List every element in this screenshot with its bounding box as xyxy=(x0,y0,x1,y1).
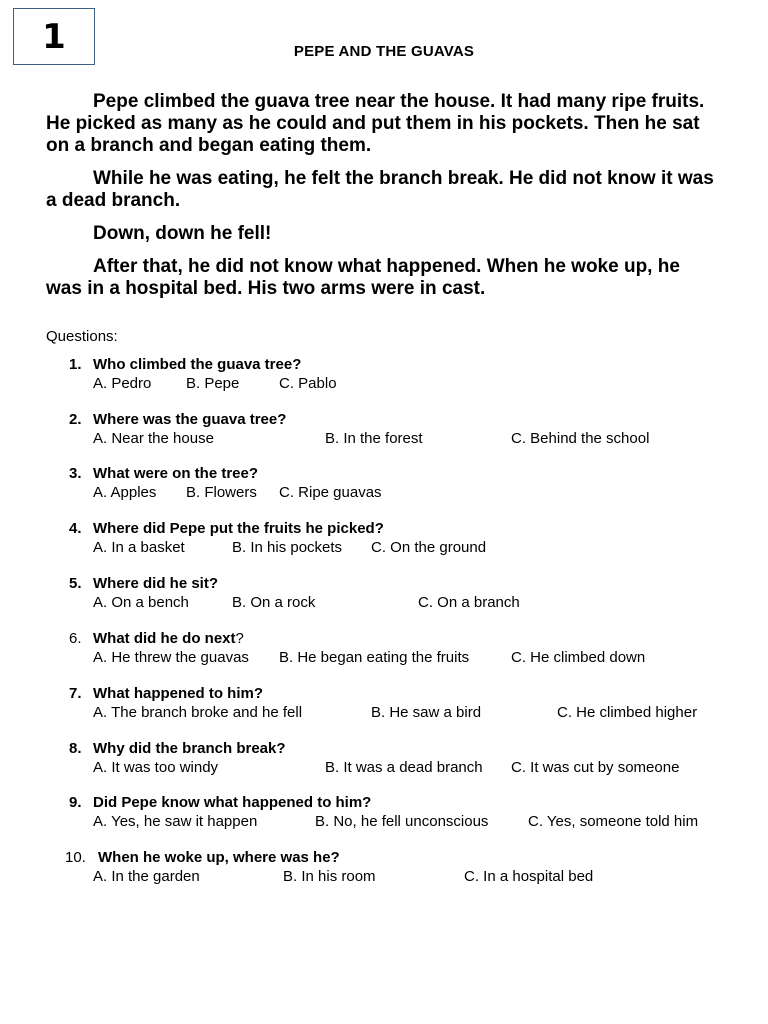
answer-option: B. Pepe xyxy=(186,375,240,392)
answer-option: A. He threw the guavas xyxy=(93,649,249,666)
story-text xyxy=(46,91,716,311)
answer-option: C. On the ground xyxy=(371,539,487,556)
answer-option: B. In his pockets xyxy=(232,539,343,556)
answer-option: C. It was cut by someone xyxy=(511,759,680,776)
question-text: Where did Pepe put the fruits he picked? xyxy=(93,520,384,537)
answer-option: C. On a branch xyxy=(418,594,520,611)
question-number: 9. xyxy=(69,794,82,811)
question-text: Did Pepe know what happened to him? xyxy=(93,794,372,811)
question-number: 2. xyxy=(69,411,82,428)
lesson-number: 1 xyxy=(42,16,66,57)
question-number: 1. xyxy=(69,356,82,373)
question-number: 6. xyxy=(69,630,82,647)
answer-option: C. Yes, someone told him xyxy=(528,813,699,830)
page-title: PEPE AND THE GUAVAS xyxy=(293,43,475,60)
question-number: 3. xyxy=(69,465,82,482)
question-number: 7. xyxy=(69,685,82,702)
answer-option: B. It was a dead branch xyxy=(325,759,483,776)
answer-option: A. Pedro xyxy=(93,375,152,392)
answer-option: B. In his room xyxy=(283,868,376,885)
answer-option: B. He saw a bird xyxy=(371,704,482,721)
question-text-main: What did he do next xyxy=(93,630,236,647)
answer-option: A. Yes, he saw it happen xyxy=(93,813,258,830)
question-number: 10. xyxy=(65,849,86,866)
question-number: 8. xyxy=(69,740,82,757)
answer-option: B. Flowers xyxy=(186,484,257,501)
question-text: Why did the branch break? xyxy=(93,740,286,757)
story-paragraph: Pepe climbed the guava tree near the house. It had many ripe fruits. He picked as many as he could and put them in his pockets. Then he sat on a branch and began eating them. xyxy=(46,91,705,156)
answer-option: C. He climbed higher xyxy=(557,704,698,721)
answer-option: A. Apples xyxy=(93,484,157,501)
answer-option: C. He climbed down xyxy=(511,649,646,666)
answer-option: C. Pablo xyxy=(279,375,337,392)
question-text: What happened to him? xyxy=(93,685,263,702)
answer-option: B. On a rock xyxy=(232,594,316,611)
answer-option: C. Behind the school xyxy=(511,430,650,447)
answer-option: A. On a bench xyxy=(93,594,189,611)
question-text: What were on the tree? xyxy=(93,465,259,482)
story-paragraph: After that, he did not know what happened. When he woke up, he was in a hospital bed. His two arms were in cast. xyxy=(46,256,680,299)
answer-option: C. Ripe guavas xyxy=(279,484,382,501)
answer-option: B. No, he fell unconscious xyxy=(315,813,489,830)
question-number: 5. xyxy=(69,575,82,592)
story-paragraph: While he was eating, he felt the branch break. He did not know it was a dead branch. xyxy=(46,168,714,211)
answer-option: A. The branch broke and he fell xyxy=(93,704,303,721)
question-number: 4. xyxy=(69,520,82,537)
answer-option: B. He began eating the fruits xyxy=(279,649,470,666)
answer-option: A. In a basket xyxy=(93,539,185,556)
answer-option: A. Near the house xyxy=(93,430,214,447)
question-text: Who climbed the guava tree? xyxy=(93,356,302,373)
answer-option: B. In the forest xyxy=(325,430,423,447)
question-text: Where was the guava tree? xyxy=(93,411,287,428)
questions-label: Questions: xyxy=(46,328,118,345)
question-text: Where did he sit? xyxy=(93,575,219,592)
answer-option: A. In the garden xyxy=(93,868,200,885)
answer-option: A. It was too windy xyxy=(93,759,219,776)
story-paragraph: Down, down he fell! xyxy=(93,223,272,244)
question-text xyxy=(93,629,244,648)
question-mark: ? xyxy=(235,630,244,647)
question-text: When he woke up, where was he? xyxy=(98,849,340,866)
answer-option: C. In a hospital bed xyxy=(464,868,594,885)
